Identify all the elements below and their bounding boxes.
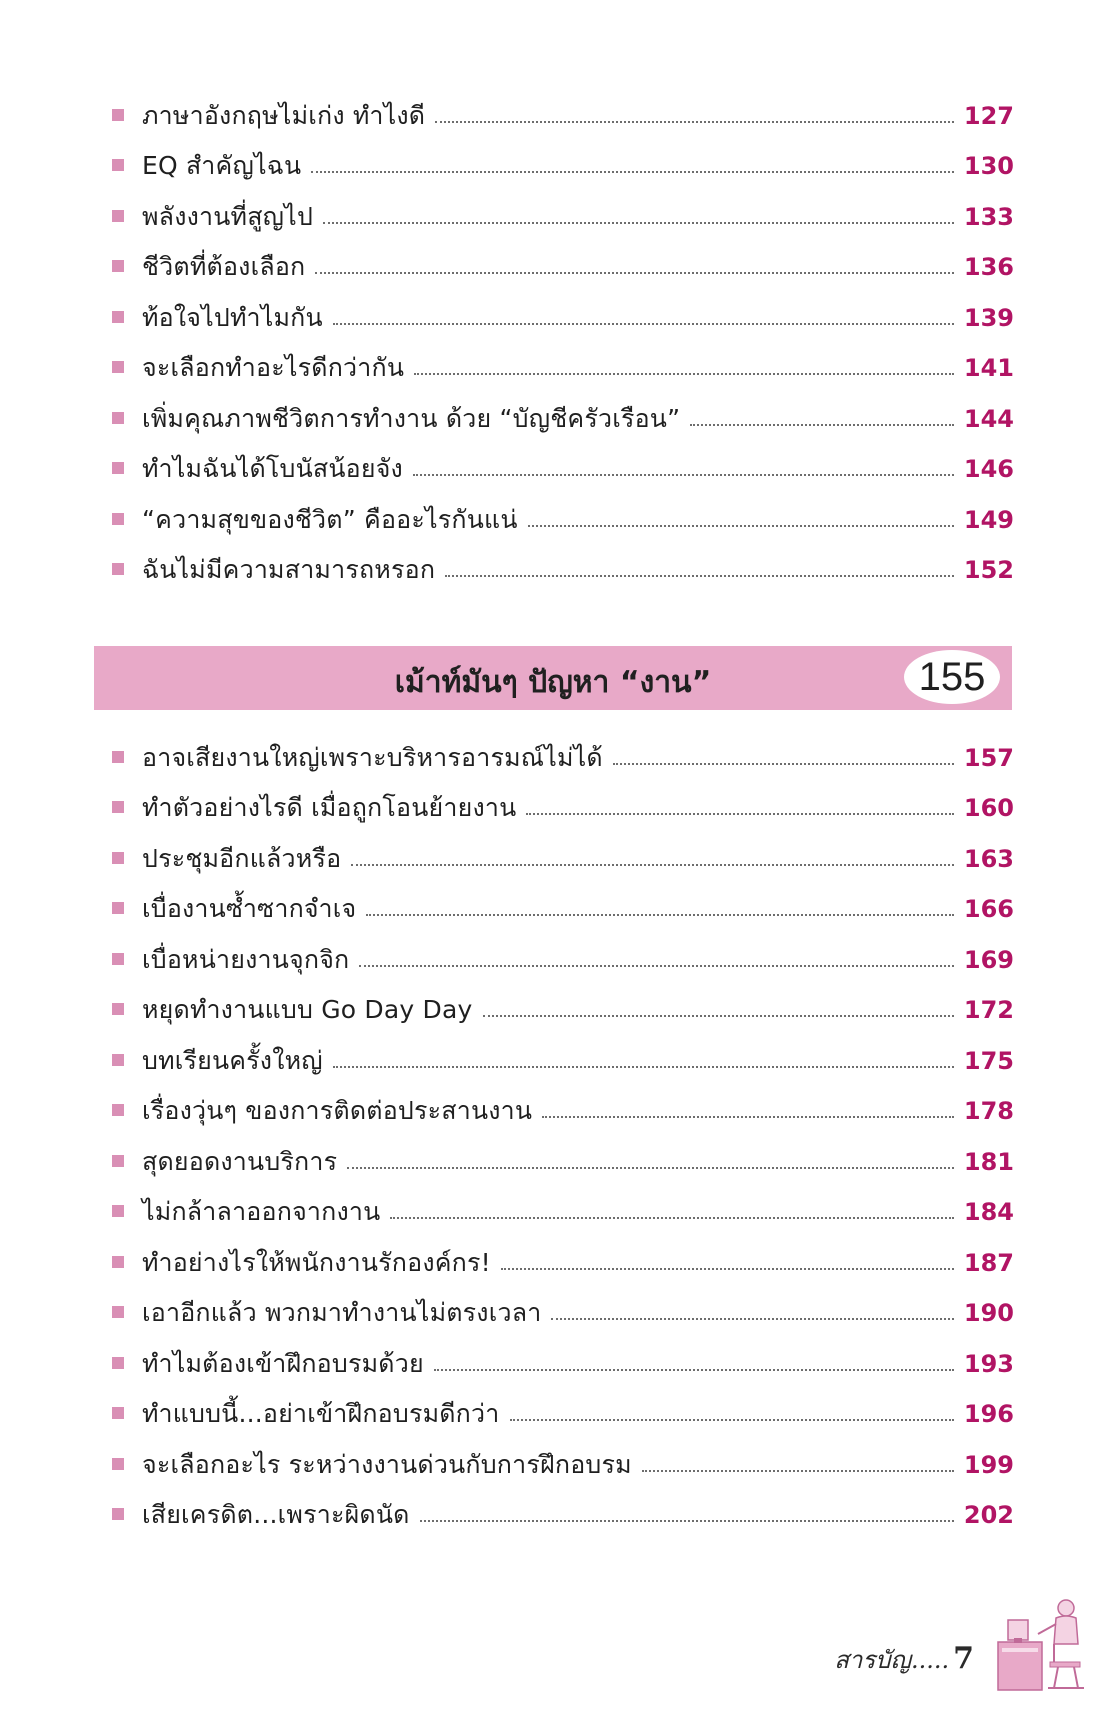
toc-entry[interactable] xyxy=(108,781,1014,832)
dot-leader xyxy=(390,1217,953,1219)
footer-label: สารบัญ..... xyxy=(834,1646,950,1674)
bullet-square-icon xyxy=(112,361,124,373)
toc-entry[interactable] xyxy=(108,492,1014,543)
toc-entry-title: สุดยอดงานบริการ xyxy=(142,1146,338,1176)
bullet-square-icon xyxy=(112,109,124,121)
toc-entry-title: เพิ่มคุณภาพชีวิตการทำงาน ด้วย “บัญชีครัวเรือน” xyxy=(142,403,681,433)
toc-entry-page: 202 xyxy=(963,1501,1014,1529)
toc-entry[interactable] xyxy=(108,442,1014,493)
toc-entry[interactable] xyxy=(108,983,1014,1034)
toc-entry-title: เสียเครดิต...เพราะผิดนัด xyxy=(142,1500,410,1529)
bullet-square-icon xyxy=(112,801,124,813)
toc-entry-page: 141 xyxy=(963,354,1014,382)
dot-leader xyxy=(483,1015,954,1017)
toc-entry-title: ทำไมต้องเข้าฝึกอบรมด้วย xyxy=(142,1348,424,1378)
toc-entry[interactable] xyxy=(108,1033,1014,1084)
toc-entry-page: 187 xyxy=(963,1248,1014,1277)
toc-entry[interactable] xyxy=(108,1185,1014,1236)
section-title: เม้าท์มันๆ ปัญหา “งาน” xyxy=(394,665,712,700)
toc-entry[interactable] xyxy=(108,1336,1014,1387)
toc-list-part-1 xyxy=(108,88,1014,593)
toc-entry-title: เอาอีกแล้ว พวกมาทำงานไม่ตรงเวลา xyxy=(142,1298,542,1327)
toc-entry-title: ชีวิตที่ต้องเลือก xyxy=(142,252,306,281)
toc-entry[interactable] xyxy=(108,1134,1014,1185)
toc-entry-page: 139 xyxy=(963,303,1014,332)
toc-entry-page: 127 xyxy=(963,101,1014,130)
toc-entry-title: “ความสุขของชีวิต” คืออะไรกันแน่ xyxy=(142,504,518,534)
toc-entry[interactable] xyxy=(108,1286,1014,1337)
toc-entry[interactable] xyxy=(108,932,1014,983)
toc-entry-page: 144 xyxy=(963,404,1014,433)
dot-leader xyxy=(526,813,953,815)
section-header xyxy=(94,646,1012,710)
toc-entry[interactable] xyxy=(108,882,1014,933)
toc-entry-page: 184 xyxy=(963,1198,1014,1226)
bullet-square-icon xyxy=(112,751,124,763)
toc-entry-title: ท้อใจไปทำไมกัน xyxy=(142,302,323,332)
bullet-square-icon xyxy=(112,159,124,171)
bullet-square-icon xyxy=(112,1104,124,1116)
bullet-square-icon xyxy=(112,953,124,965)
toc-entry-title: เรื่องวุ่นๆ ของการติดต่อประสานงาน xyxy=(142,1096,533,1125)
bullet-square-icon xyxy=(112,311,124,323)
dot-leader xyxy=(551,1318,953,1320)
toc-entry[interactable] xyxy=(108,189,1014,240)
toc-entry[interactable] xyxy=(108,240,1014,291)
toc-entry-title: ฉันไม่มีความสามารถหรอก xyxy=(142,555,436,584)
bullet-square-icon xyxy=(112,1054,124,1066)
toc-entry-title: จะเลือกทำอะไรดีกว่ากัน xyxy=(142,353,405,382)
toc-entry-title: ประชุมอีกแล้วหรือ xyxy=(142,843,342,873)
bullet-square-icon xyxy=(112,462,124,474)
bullet-square-icon xyxy=(112,412,124,424)
toc-entry[interactable] xyxy=(108,290,1014,341)
toc-entry-title: พลังงานที่สูญไป xyxy=(142,201,314,231)
toc-entry-title: หยุดทำงานแบบ Go Day Day xyxy=(142,995,473,1024)
bullet-square-icon xyxy=(112,513,124,525)
toc-entry[interactable] xyxy=(108,543,1014,594)
toc-entry-page: 146 xyxy=(963,455,1014,483)
toc-entry[interactable] xyxy=(108,341,1014,392)
dot-leader xyxy=(347,1167,954,1169)
toc-entry-page: 130 xyxy=(963,152,1014,180)
dot-leader xyxy=(333,323,954,325)
toc-list-part-2 xyxy=(108,730,1014,1538)
dot-leader xyxy=(435,121,954,123)
dot-leader xyxy=(366,914,953,916)
dot-leader xyxy=(333,1066,954,1068)
dot-leader xyxy=(542,1116,954,1118)
toc-entry[interactable] xyxy=(108,1488,1014,1539)
toc-entry-page: 157 xyxy=(963,743,1014,772)
toc-entry-title: เบื่อหน่ายงานจุกจิก xyxy=(142,944,350,974)
bullet-square-icon xyxy=(112,1205,124,1217)
bullet-square-icon xyxy=(112,260,124,272)
toc-entry-page: 160 xyxy=(963,794,1014,822)
bullet-square-icon xyxy=(112,1256,124,1268)
dot-leader xyxy=(311,171,954,173)
bullet-square-icon xyxy=(112,1003,124,1015)
bullet-square-icon xyxy=(112,1155,124,1167)
footer-page-number: 7 xyxy=(953,1641,974,1676)
dot-leader xyxy=(434,1369,954,1371)
dot-leader xyxy=(528,525,954,527)
dot-leader xyxy=(323,222,954,224)
toc-entry-page: 136 xyxy=(963,253,1014,281)
bullet-square-icon xyxy=(112,902,124,914)
dot-leader xyxy=(501,1268,954,1270)
toc-entry[interactable] xyxy=(108,1387,1014,1438)
dot-leader xyxy=(359,965,954,967)
bullet-square-icon xyxy=(112,1407,124,1419)
dot-leader xyxy=(642,1470,954,1472)
toc-entry-title: ทำตัวอย่างไรดี เมื่อถูกโอนย้ายงาน xyxy=(142,793,517,822)
toc-entry[interactable] xyxy=(108,1235,1014,1286)
bullet-square-icon xyxy=(112,852,124,864)
toc-entry-page: 169 xyxy=(963,945,1014,974)
toc-entry-page: 190 xyxy=(963,1299,1014,1327)
dot-leader xyxy=(315,272,953,274)
toc-entry[interactable] xyxy=(108,730,1014,781)
bullet-square-icon xyxy=(112,1357,124,1369)
bullet-square-icon xyxy=(112,210,124,222)
dot-leader xyxy=(690,424,954,426)
toc-entry-page: 199 xyxy=(963,1450,1014,1479)
office-worker-illustration xyxy=(994,1594,1094,1694)
toc-entry-page: 152 xyxy=(963,556,1014,584)
dot-leader xyxy=(414,373,954,375)
dot-leader xyxy=(420,1520,954,1522)
toc-entry-page: 149 xyxy=(963,505,1014,534)
dot-leader xyxy=(613,763,954,765)
toc-entry[interactable] xyxy=(108,1084,1014,1135)
bullet-square-icon xyxy=(112,1508,124,1520)
toc-entry[interactable] xyxy=(108,1437,1014,1488)
dot-leader xyxy=(413,474,954,476)
toc-entry-title: จะเลือกอะไร ระหว่างงานด่วนกับการฝึกอบรม xyxy=(142,1449,632,1479)
toc-entry-page: 175 xyxy=(963,1046,1014,1075)
toc-entry[interactable] xyxy=(108,391,1014,442)
toc-entry-page: 178 xyxy=(963,1097,1014,1125)
toc-entry-title: ทำไมฉันได้โบนัสน้อยจัง xyxy=(142,454,403,483)
toc-entry-page: 172 xyxy=(963,996,1014,1024)
toc-entry-title: ทำแบบนี้...อย่าเข้าฝึกอบรมดีกว่า xyxy=(142,1399,500,1428)
bullet-square-icon xyxy=(112,563,124,575)
bullet-square-icon xyxy=(112,1306,124,1318)
toc-entry[interactable] xyxy=(108,831,1014,882)
bullet-square-icon xyxy=(112,1458,124,1470)
toc-entry-page: 193 xyxy=(963,1349,1014,1378)
dot-leader xyxy=(445,575,954,577)
section-page-badge: 155 xyxy=(904,650,1000,704)
toc-entry-title: ภาษาอังกฤษไม่เก่ง ทำไงดี xyxy=(142,100,426,130)
toc-entry-page: 196 xyxy=(963,1400,1014,1428)
dot-leader xyxy=(351,864,954,866)
page-footer xyxy=(834,1640,974,1679)
toc-entry-title: อาจเสียงานใหญ่เพราะบริหารอารมณ์ไม่ได้ xyxy=(142,742,603,772)
toc-entry-page: 133 xyxy=(963,202,1014,231)
toc-entry-title: เบื่องานซ้ำซากจำเจ xyxy=(142,894,357,923)
dot-leader xyxy=(510,1419,954,1421)
toc-entry-page: 181 xyxy=(963,1147,1014,1176)
toc-entry[interactable] xyxy=(108,139,1014,190)
toc-entry-title: EQ สำคัญไฉน xyxy=(142,151,302,180)
toc-entry[interactable] xyxy=(108,88,1014,139)
toc-entry-title: ทำอย่างไรให้พนักงานรักองค์กร! xyxy=(142,1247,491,1277)
toc-entry-title: บทเรียนครั้งใหญ่ xyxy=(142,1045,323,1075)
toc-entry-page: 163 xyxy=(963,844,1014,873)
toc-entry-title: ไม่กล้าลาออกจากงาน xyxy=(142,1197,381,1226)
toc-entry-page: 166 xyxy=(963,895,1014,923)
